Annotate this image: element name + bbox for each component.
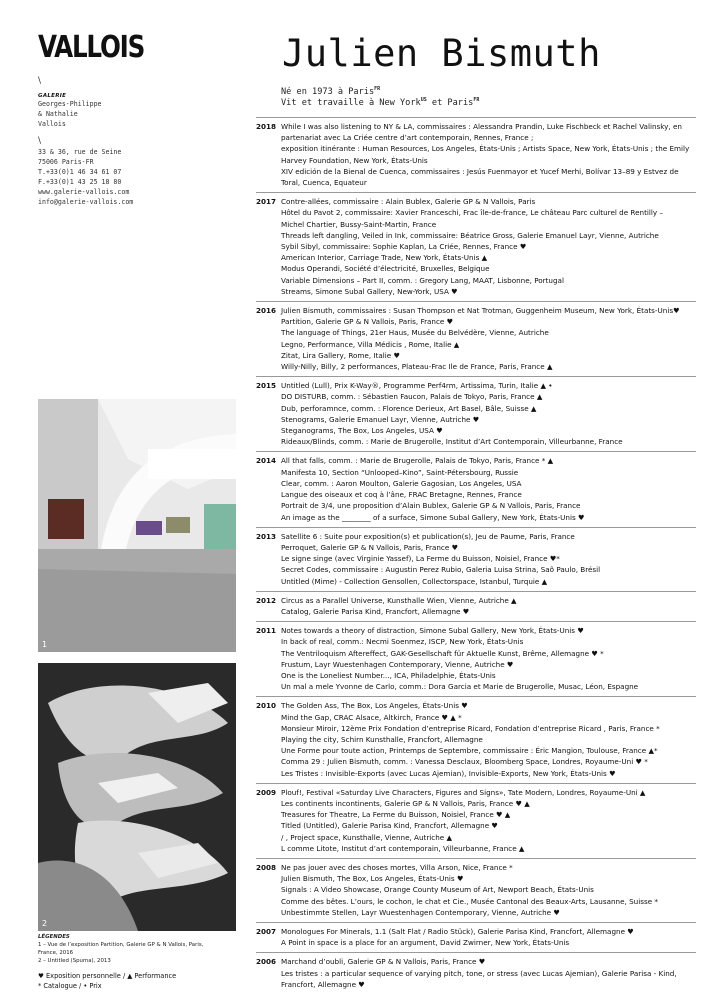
year-block: [256, 376, 696, 447]
exhibition-entry: Secret Codes, commissaire : Augustin Perez Rubio, Galeria Luisa Strina, Saõ Paulo, Brésil: [281, 565, 601, 575]
exhibition-entry: Les continents incontinents, Galerie GP & N Vallois, Paris, France ♥ ▲: [281, 798, 530, 808]
exhibition-entry: All that falls, comm. : Marie de Brugerolle, Palais de Tokyo, Paris, France * ▲: [281, 456, 554, 466]
exhibition-entry: The Golden Ass, The Box, Los Angeles, États-Unis ♥: [281, 701, 468, 711]
exhibition-entry: Manifesta 10, Section “Unlooped–Kino”, Saint-Pétersbourg, Russie: [281, 467, 519, 477]
exhibition-entry: Clear, comm. : Aaron Moulton, Galerie Gagosian, Los Angeles, USA: [281, 478, 522, 488]
exhibition-entry: DO DISTURB, comm. : Sébastien Faucon, Palais de Tokyo, Paris, France ▲: [281, 392, 543, 402]
exhibition-entry: Comma 29 : Julien Bismuth, comm. : Vanessa Desclaux, Bloomberg Space, Londres, Royaume-Uni ♥ *: [281, 757, 648, 767]
exhibition-entry: Notes towards a theory of distraction, Simone Subal Gallery, New York, États-Unis ♥: [281, 626, 584, 636]
legend-title: LÉGENDES: [38, 934, 70, 940]
year-label: 2018: [256, 122, 277, 131]
exhibition-entry: Satellite 6 : Suite pour exposition(s) et publication(s), Jeu de Paume, Paris, France: [281, 531, 575, 541]
sculpture-photo: [38, 663, 236, 931]
exhibition-entry: The Ventriloquism Aftereffect, GAK-Gesellschaft für Aktuelle Kunst, Brême, Allemagne ♥ *: [281, 648, 604, 658]
exhibition-entry: While I was also listening to NY & LA, commissaires : Alessandra Prandin, Luke Fischbeck et Rachel Valinsky, en partenariat avec La Criée centre d’art contemporain, Rennes, France ;: [281, 122, 682, 143]
exhibition-entry: The language of Things, 21er Haus, Musée du Belvédère, Vienne, Autriche: [281, 328, 549, 338]
year-block: [256, 696, 696, 778]
exhibition-entry: Treasures for Theatre, La Ferme du Buisson, Noisiel, France ♥ ▲: [281, 810, 511, 820]
exhibition-entry: Comme des bêtes. L’ours, le cochon, le chat et Cie., Musée Cantonal des Beaux-Arts, Lausanne, Suisse *: [281, 896, 659, 906]
exhibition-entry: Langue des oiseaux et coq à l’âne, FRAC Bretagne, Rennes, France: [281, 490, 522, 500]
exhibition-entry: Plouf!, Festival «Saturday Live Characters, Figures and Signs», Tate Modern, Londres, Royaume-Uni ▲: [281, 787, 646, 797]
address-line: 75006 Paris-FR: [38, 158, 94, 166]
year-block: [256, 527, 696, 587]
year-block: [256, 117, 696, 188]
owner-line: Georges-Philippe: [38, 100, 102, 108]
exhibition-entry: Circus as a Parallel Universe, Kunsthalle Wien, Vienne, Autriche ▲: [281, 595, 517, 605]
artist-name: Julien Bismuth: [282, 32, 601, 75]
website-link[interactable]: www.galerie-vallois.com: [38, 188, 130, 196]
exhibition-entry: Willy-Nilly, Billy, 2 performances, Plateau-Frac Ile de France, Paris, France ▲: [281, 362, 553, 372]
year-block: [256, 922, 696, 948]
year-label: 2010: [256, 701, 277, 711]
year-label: 2007: [256, 927, 277, 936]
exhibition-entry: L comme Litote, Institut d’art contemporain, Villeurbanne, France ▲: [281, 843, 525, 853]
sculpture-illustration: [38, 663, 236, 931]
year-label: 2016: [256, 306, 277, 316]
image-number: 1: [42, 640, 48, 649]
exhibition-entry: Zitat, Lira Gallery, Rome, Italie ♥: [281, 350, 400, 360]
exhibition-entry: Monologues For Minerals, 1.1 (Salt Flat / Radio Stück), Galerie Parisa Kind, Francfort, Allemagne ♥: [281, 927, 634, 936]
exhibition-entry: exposition itinérante : Human Resources, Los Angeles, États-Unis ; Artists Space, New York, États-Unis ; the Emily Harvey Foundation, New York, États-Unis: [281, 144, 690, 165]
year-label: 2014: [256, 456, 277, 466]
owner-line: & Nathalie: [38, 110, 78, 118]
exhibition-entry: A Point in space is a place for an argument, David Zwirner, New York, États-Unis: [281, 938, 570, 948]
exhibition-entry: XIV edición de la Bienal de Cuenca, commissaires : Jesús Fuenmayor et Yucef Merhi, Bolívar 13–89 y Estvez de Toral, Cuenca, Equateur: [281, 166, 679, 188]
year-label: 2011: [256, 626, 277, 636]
year-label: 2015: [256, 381, 277, 391]
exhibition-entry: Sybil Sibyl, commissaire: Sophie Kaplan, La Criée, Rennes, France ♥: [281, 242, 527, 252]
exhibition-entry: Frustum, Layr Wuestenhagen Contemporary, Vienne, Autriche ♥: [281, 659, 514, 669]
exhibition-entry: Untitled (Mime) - Collection Gensollen, Collectorspace, Istanbul, Turquie ▲: [281, 576, 548, 586]
exhibition-entry: Rideaux/Blinds, comm. : Marie de Brugerolle, Institut d’Art Contemporain, Villeurbanne, France: [281, 437, 623, 447]
legend-line: 1 – Vue de l’exposition Partition, Galerie GP & N Vallois, Paris,: [38, 942, 204, 948]
exhibition-entry: / , Project space, Kunsthalle, Vienne, Autriche ▲: [281, 832, 453, 842]
exhibition-entry: Partition, Galerie GP & N Vallois, Paris, France ♥: [281, 317, 454, 327]
exhibition-entry: Modus Operandi, Société d’électricité, Bruxelles, Belgique: [281, 264, 490, 274]
exhibition-entry: Le signe singe (avec Virginie Yassef), La Ferme du Buisson, Noisiel, France ♥*: [281, 554, 560, 564]
exhibition-entry: One is the Loneliest Number..., ICA, Philadelphie, États-Unis: [281, 670, 496, 680]
year-label: 2006: [256, 957, 277, 967]
exhibition-entry: Michel Chartier, Bussy-Saint-Martin, France: [281, 219, 437, 229]
divider-slash: \: [38, 136, 42, 146]
exhibition-entry: Playing the city, Schirn Kunsthalle, Francfort, Allemagne: [281, 734, 483, 744]
exhibition-entry: Legno, Performance, Villa Médicis , Rome, Italie ▲: [281, 339, 460, 349]
year-block: [256, 621, 696, 692]
exhibition-entry: Portrait de 3/4, une proposition d’Alain Bublex, Galerie GP & N Vallois, Paris, France: [281, 501, 581, 511]
year-block: [256, 783, 696, 854]
year-label: 2012: [256, 595, 277, 605]
exhibition-entry: Dub, perforamnce, comm. : Florence Derieux, Art Basel, Bâle, Suisse ▲: [281, 403, 537, 413]
symbol-key: ♥ Exposition personnelle / ▲ Performance: [38, 972, 177, 980]
exhibition-entry: Threads left dangling, Veiled in Ink, commissaire: Béatrice Gross, Galerie Emanuel Layr, Vienne, Autriche: [281, 230, 659, 240]
exhibition-entry: In back of real, comm.: Necmi Soenmez, ISCP, New York, États-Unis: [281, 637, 524, 647]
gallery-room-illustration: [38, 399, 236, 652]
year-label: 2017: [256, 197, 277, 207]
fax-line: F.+33(0)1 43 25 18 80: [38, 178, 122, 186]
year-block: [256, 451, 696, 522]
exhibition-entry: Un mal a mele Yvonne de Carlo, comm.: Dora Garcia et Marie de Brugerolle, Musac, Léon, Espagne: [281, 682, 639, 692]
year-block: [256, 192, 696, 297]
exhibition-entry: Unbestimmte Stellen, Layr Wuestenhagen Contemporary, Vienne, Autriche ♥: [281, 907, 560, 917]
gallery-logo: VALLOIS: [38, 30, 145, 65]
exhibition-entry: Marchand d’oubli, Galerie GP & N Vallois, Paris, France ♥: [281, 957, 486, 967]
year-block: [256, 591, 696, 617]
year-label: 2013: [256, 531, 277, 541]
year-block: [256, 858, 696, 918]
exhibition-history: [256, 117, 696, 994]
exhibition-entry: Les tristes : a particular sequence of varying pitch, tone, or stress (avec Lucas Ajemian), Galerie Parisa - Kind, Francfort, Allemagne ♥: [281, 968, 677, 989]
exhibition-entry: American Interior, Carriage Trade, New York, États-Unis ▲: [281, 253, 488, 263]
exhibition-entry: Monsieur Miroir, 12ème Prix Fondation d’entreprise Ricard, Fondation d’entreprise Ricard , Paris, France *: [281, 723, 660, 733]
exhibition-entry: Untitled (Lull), Prix K-Way®, Programme Perf4rm, Artissima, Turin, Italie ▲ •: [281, 381, 553, 391]
birth-line: Né en 1973 à Paris$^{FR}$: [281, 86, 381, 97]
legend-line: France, 2016: [38, 950, 74, 956]
exhibition-entry: Perroquet, Galerie GP & N Vallois, Paris, France ♥: [281, 542, 459, 552]
exhibition-entry: Stenograms, Galerie Emanuel Layr, Vienne, Autriche ♥: [281, 414, 480, 424]
exhibition-entry: An image as the ________ of a surface, Simone Subal Gallery, New York, États-Unis ♥: [281, 512, 585, 522]
exhibition-entry: Steganograms, The Box, Los Angeles, USA ♥: [281, 426, 443, 436]
exhibition-entry: Titled (Untitled), Galerie Parisa Kind, Francfort, Allemagne ♥: [281, 821, 498, 831]
exhibition-entry: Variable Dimensions – Part II, comm. : Gregory Lang, MAAT, Lisbonne, Portugal: [281, 275, 564, 285]
phone-line: T.+33(0)1 46 34 61 07: [38, 168, 122, 176]
exhibition-entry: Ne pas jouer avec des choses mortes, Villa Arson, Nice, France *: [281, 862, 513, 872]
exhibition-entry: Julien Bismuth, The Box, Los Angeles, États-Unis ♥: [281, 874, 464, 884]
image-number: 2: [42, 919, 48, 928]
year-label: 2008: [256, 862, 277, 872]
exhibition-entry: Mind the Gap, CRAC Alsace, Altkirch, France ♥ ▲ *: [281, 712, 462, 722]
address-line: 33 & 36, rue de Seine: [38, 148, 122, 156]
exhibition-entry: Signals : A Video Showcase, Orange County Museum of Art, Newport Beach, États-Unis: [281, 885, 594, 895]
gallery-label: GALERIE: [38, 93, 67, 99]
exhibition-entry: Une Forme pour toute action, Printemps de Septembre, commissaire : Éric Mangion, Toulouse, France ▲*: [281, 746, 658, 756]
legend-line: 2 – Untitled (Spuma), 2013: [38, 958, 111, 964]
symbol-key: * Catalogue / • Prix: [38, 982, 102, 990]
exhibition-entry: Streams, Simone Subal Gallery, New-York, USA ♥: [281, 286, 458, 296]
exhibition-entry: Julien Bismuth, commissaires : Susan Thompson et Nat Trotman, Guggenheim Museum, New York, États-Unis♥: [281, 306, 680, 316]
year-block: [256, 301, 696, 372]
exhibition-entry: Contre-allées, commissaire : Alain Bublex, Galerie GP & N Vallois, Paris: [281, 197, 536, 207]
year-block: [256, 952, 696, 990]
exhibition-entry: Hôtel du Pavot 2, commissaire: Xavier Franceschi, Frac île-de-france, Le château Parc culturel de Rentilly –: [281, 208, 664, 218]
exhibition-entry: Les Tristes : Invisible-Exports (avec Lucas Ajemian), Invisible-Exports, New York, États-Unis ♥: [281, 768, 616, 778]
residence-line: Vit et travaille à New York$^{US}$ et Paris$^{FR}$: [281, 97, 480, 108]
email-link[interactable]: info@galerie-vallois.com: [38, 198, 134, 206]
exhibition-view-photo: [38, 399, 236, 652]
exhibition-entry: Catalog, Galerie Parisa Kind, Francfort, Allemagne ♥: [281, 606, 470, 616]
divider-slash: \: [38, 76, 42, 86]
year-label: 2009: [256, 787, 277, 797]
owner-line: Vallois: [38, 120, 66, 128]
